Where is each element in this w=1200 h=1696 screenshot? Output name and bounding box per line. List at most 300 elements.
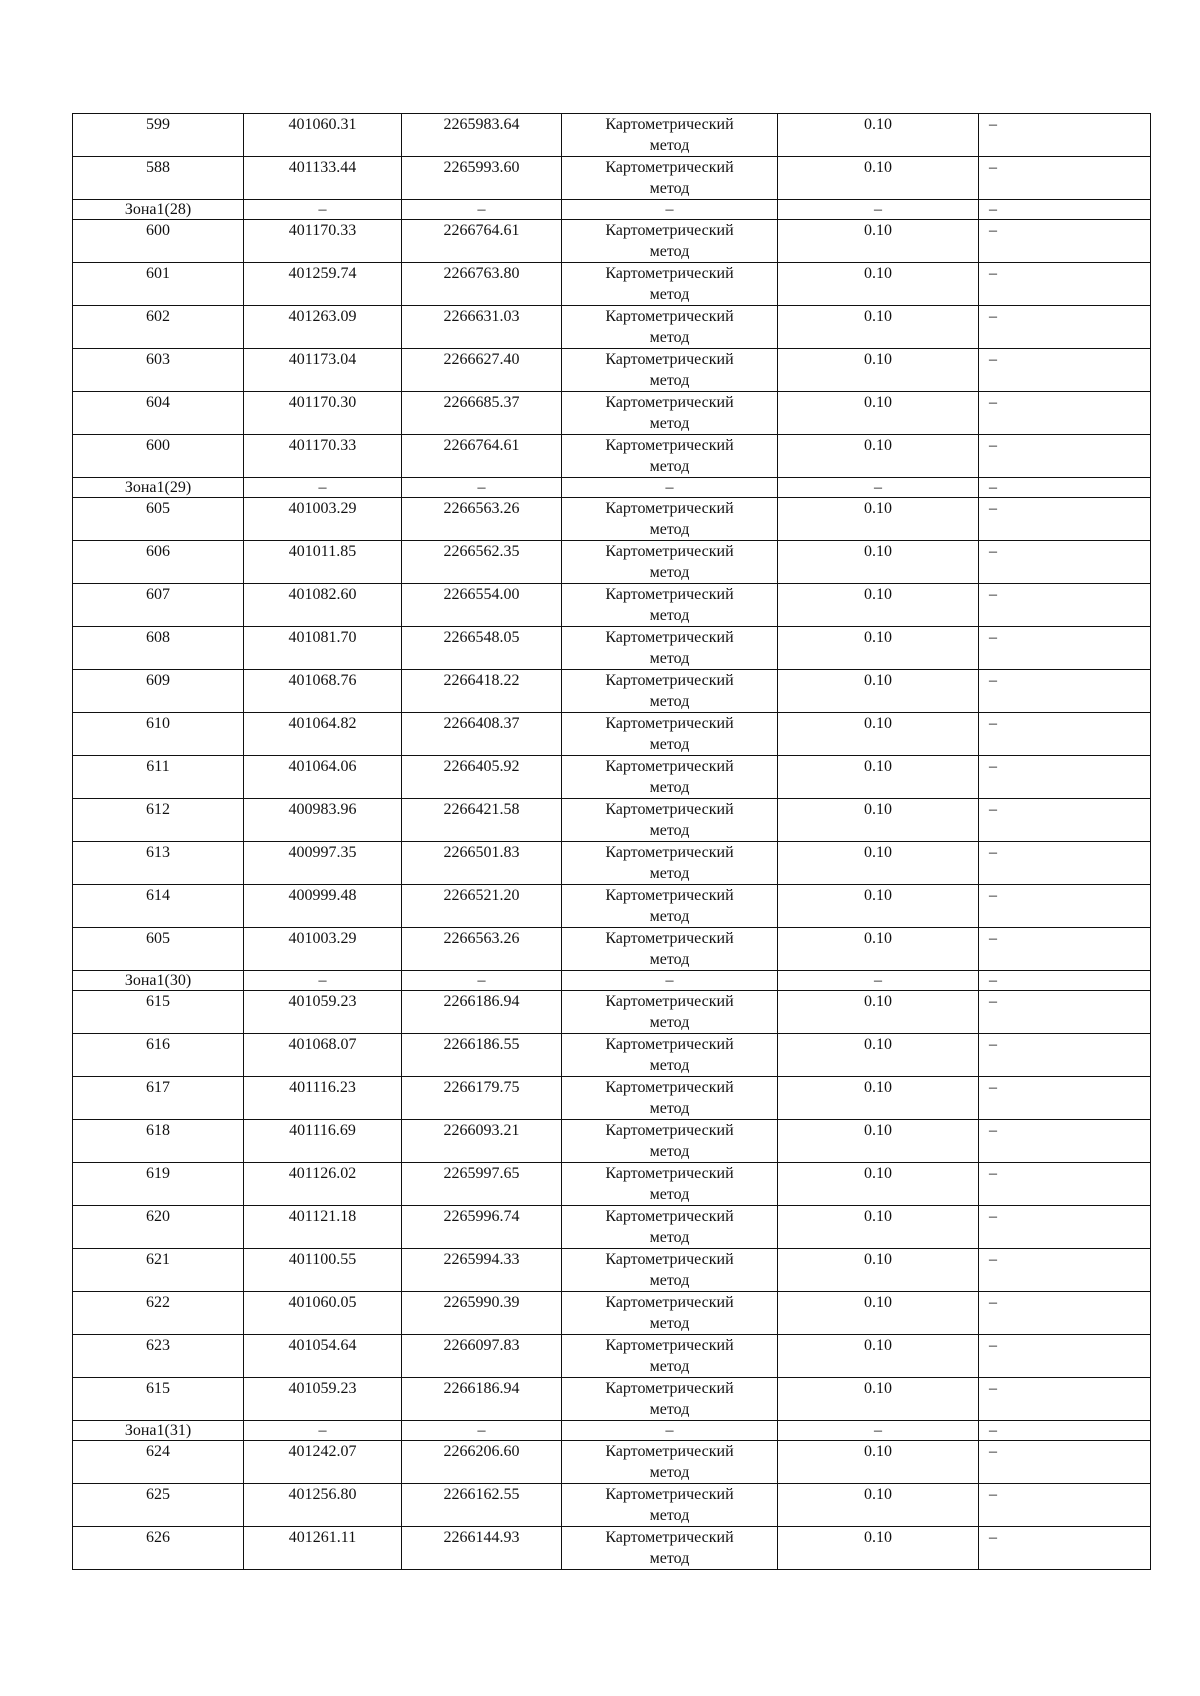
method-cell xyxy=(562,1378,778,1421)
x-coordinate-cell: 401259.74 xyxy=(244,263,402,306)
point-id-cell: 602 xyxy=(73,306,244,349)
x-coordinate-cell: 401060.31 xyxy=(244,114,402,157)
coordinates-table-body xyxy=(73,114,1151,1570)
y-coordinate-cell: 2266563.26 xyxy=(402,928,562,971)
point-id-cell: 619 xyxy=(73,1163,244,1206)
method-cell xyxy=(562,114,778,157)
point-id-cell: 610 xyxy=(73,713,244,756)
table-row xyxy=(73,756,1151,799)
x-coordinate-cell: 401242.07 xyxy=(244,1441,402,1484)
method-text: метод xyxy=(649,458,690,475)
accuracy-cell: – xyxy=(778,1421,979,1441)
table-row xyxy=(73,991,1151,1034)
note-cell: – xyxy=(979,1527,1151,1570)
method-text: метод xyxy=(649,1464,690,1481)
note-cell: – xyxy=(979,971,1151,991)
y-coordinate-cell: 2265990.39 xyxy=(402,1292,562,1335)
accuracy-cell: 0.10 xyxy=(778,1484,979,1527)
accuracy-cell: 0.10 xyxy=(778,1163,979,1206)
method-text: метод xyxy=(649,1550,690,1567)
method-text: Картометрический xyxy=(605,844,734,861)
accuracy-cell: 0.10 xyxy=(778,1335,979,1378)
y-coordinate-cell: 2266548.05 xyxy=(402,627,562,670)
method-cell xyxy=(562,306,778,349)
note-cell: – xyxy=(979,200,1151,220)
method-text: Картометрический xyxy=(605,222,734,239)
point-id-cell: 588 xyxy=(73,157,244,200)
method-cell xyxy=(562,1163,778,1206)
accuracy-cell: 0.10 xyxy=(778,541,979,584)
x-coordinate-cell: 401170.33 xyxy=(244,220,402,263)
table-row xyxy=(73,627,1151,670)
method-text: Картометрический xyxy=(605,758,734,775)
method-text: Картометрический xyxy=(605,1294,734,1311)
note-cell: – xyxy=(979,584,1151,627)
y-coordinate-cell: 2266421.58 xyxy=(402,799,562,842)
table-row xyxy=(73,1378,1151,1421)
method-text: Картометрический xyxy=(605,159,734,176)
table-row xyxy=(73,1484,1151,1527)
method-cell xyxy=(562,1034,778,1077)
method-cell xyxy=(562,885,778,928)
x-coordinate-cell: 401068.76 xyxy=(244,670,402,713)
method-cell xyxy=(562,627,778,670)
method-cell xyxy=(562,1484,778,1527)
point-id-cell: 622 xyxy=(73,1292,244,1335)
method-cell xyxy=(562,1077,778,1120)
point-id-cell: Зона1(30) xyxy=(73,971,244,991)
method-cell xyxy=(562,756,778,799)
point-id-cell: 626 xyxy=(73,1527,244,1570)
method-text: метод xyxy=(649,650,690,667)
note-cell: – xyxy=(979,1034,1151,1077)
table-row xyxy=(73,220,1151,263)
zone-header-row xyxy=(73,971,1151,991)
x-coordinate-cell: 400983.96 xyxy=(244,799,402,842)
accuracy-cell: 0.10 xyxy=(778,1249,979,1292)
accuracy-cell: 0.10 xyxy=(778,756,979,799)
y-coordinate-cell: 2266206.60 xyxy=(402,1441,562,1484)
method-cell xyxy=(562,1441,778,1484)
method-text: – xyxy=(665,201,674,218)
x-coordinate-cell: 401121.18 xyxy=(244,1206,402,1249)
y-coordinate-cell: 2266554.00 xyxy=(402,584,562,627)
method-cell xyxy=(562,971,778,991)
x-coordinate-cell: 401003.29 xyxy=(244,928,402,971)
method-text: метод xyxy=(649,1100,690,1117)
note-cell: – xyxy=(979,1120,1151,1163)
table-row xyxy=(73,263,1151,306)
zone-header-row xyxy=(73,1421,1151,1441)
table-row xyxy=(73,392,1151,435)
x-coordinate-cell: – xyxy=(244,1421,402,1441)
point-id-cell: 600 xyxy=(73,220,244,263)
x-coordinate-cell: 401256.80 xyxy=(244,1484,402,1527)
y-coordinate-cell: 2266418.22 xyxy=(402,670,562,713)
note-cell: – xyxy=(979,1249,1151,1292)
accuracy-cell: 0.10 xyxy=(778,1120,979,1163)
method-cell xyxy=(562,220,778,263)
accuracy-cell: 0.10 xyxy=(778,885,979,928)
x-coordinate-cell: 401116.69 xyxy=(244,1120,402,1163)
method-cell xyxy=(562,842,778,885)
note-cell: – xyxy=(979,1335,1151,1378)
accuracy-cell: 0.10 xyxy=(778,713,979,756)
table-row xyxy=(73,1120,1151,1163)
coordinates-table xyxy=(72,113,1151,1570)
method-text: Картометрический xyxy=(605,437,734,454)
method-text: Картометрический xyxy=(605,308,734,325)
method-cell xyxy=(562,713,778,756)
method-cell xyxy=(562,584,778,627)
method-text: Картометрический xyxy=(605,1165,734,1182)
x-coordinate-cell: – xyxy=(244,200,402,220)
method-text: Картометрический xyxy=(605,351,734,368)
note-cell: – xyxy=(979,1441,1151,1484)
note-cell: – xyxy=(979,713,1151,756)
method-text: Картометрический xyxy=(605,715,734,732)
y-coordinate-cell: 2266179.75 xyxy=(402,1077,562,1120)
table-row xyxy=(73,435,1151,478)
method-text: – xyxy=(665,972,674,989)
method-cell xyxy=(562,263,778,306)
note-cell: – xyxy=(979,541,1151,584)
accuracy-cell: 0.10 xyxy=(778,1034,979,1077)
point-id-cell: 614 xyxy=(73,885,244,928)
point-id-cell: 608 xyxy=(73,627,244,670)
accuracy-cell: 0.10 xyxy=(778,670,979,713)
method-cell xyxy=(562,991,778,1034)
point-id-cell: 600 xyxy=(73,435,244,478)
y-coordinate-cell: 2266144.93 xyxy=(402,1527,562,1570)
method-cell xyxy=(562,928,778,971)
method-text: – xyxy=(665,479,674,496)
point-id-cell: 603 xyxy=(73,349,244,392)
method-text: Картометрический xyxy=(605,1380,734,1397)
method-text: метод xyxy=(649,1315,690,1332)
method-text: метод xyxy=(649,779,690,796)
x-coordinate-cell: 401054.64 xyxy=(244,1335,402,1378)
method-text: метод xyxy=(649,951,690,968)
method-cell xyxy=(562,1421,778,1441)
point-id-cell: 606 xyxy=(73,541,244,584)
method-text: метод xyxy=(649,1186,690,1203)
accuracy-cell: 0.10 xyxy=(778,991,979,1034)
point-id-cell: 605 xyxy=(73,928,244,971)
accuracy-cell: 0.10 xyxy=(778,263,979,306)
note-cell: – xyxy=(979,627,1151,670)
y-coordinate-cell: 2266093.21 xyxy=(402,1120,562,1163)
method-text: Картометрический xyxy=(605,672,734,689)
table-row xyxy=(73,928,1151,971)
x-coordinate-cell: 401100.55 xyxy=(244,1249,402,1292)
method-text: Картометрический xyxy=(605,1036,734,1053)
y-coordinate-cell: 2266627.40 xyxy=(402,349,562,392)
accuracy-cell: 0.10 xyxy=(778,114,979,157)
method-text: метод xyxy=(649,415,690,432)
method-cell xyxy=(562,478,778,498)
accuracy-cell: 0.10 xyxy=(778,928,979,971)
method-cell xyxy=(562,1292,778,1335)
y-coordinate-cell: 2266186.94 xyxy=(402,1378,562,1421)
table-row xyxy=(73,713,1151,756)
method-text: Картометрический xyxy=(605,1486,734,1503)
accuracy-cell: 0.10 xyxy=(778,584,979,627)
x-coordinate-cell: 400999.48 xyxy=(244,885,402,928)
point-id-cell: Зона1(29) xyxy=(73,478,244,498)
accuracy-cell: 0.10 xyxy=(778,842,979,885)
method-text: метод xyxy=(649,564,690,581)
y-coordinate-cell: – xyxy=(402,1421,562,1441)
x-coordinate-cell: 401060.05 xyxy=(244,1292,402,1335)
point-id-cell: 624 xyxy=(73,1441,244,1484)
accuracy-cell: 0.10 xyxy=(778,1378,979,1421)
accuracy-cell: 0.10 xyxy=(778,498,979,541)
y-coordinate-cell: 2265996.74 xyxy=(402,1206,562,1249)
accuracy-cell: 0.10 xyxy=(778,799,979,842)
table-row xyxy=(73,498,1151,541)
accuracy-cell: 0.10 xyxy=(778,220,979,263)
x-coordinate-cell: 401068.07 xyxy=(244,1034,402,1077)
accuracy-cell: 0.10 xyxy=(778,157,979,200)
method-text: Картометрический xyxy=(605,1251,734,1268)
note-cell: – xyxy=(979,1378,1151,1421)
accuracy-cell: 0.10 xyxy=(778,306,979,349)
method-text: метод xyxy=(649,137,690,154)
y-coordinate-cell: 2266764.61 xyxy=(402,220,562,263)
method-text: Картометрический xyxy=(605,1208,734,1225)
method-text: метод xyxy=(649,693,690,710)
table-row xyxy=(73,1249,1151,1292)
y-coordinate-cell: 2265994.33 xyxy=(402,1249,562,1292)
y-coordinate-cell: 2266764.61 xyxy=(402,435,562,478)
method-cell xyxy=(562,1249,778,1292)
method-text: Картометрический xyxy=(605,116,734,133)
x-coordinate-cell: 401003.29 xyxy=(244,498,402,541)
method-text: метод xyxy=(649,329,690,346)
accuracy-cell: 0.10 xyxy=(778,627,979,670)
point-id-cell: 612 xyxy=(73,799,244,842)
point-id-cell: 611 xyxy=(73,756,244,799)
method-cell xyxy=(562,392,778,435)
point-id-cell: 621 xyxy=(73,1249,244,1292)
note-cell: – xyxy=(979,1421,1151,1441)
note-cell: – xyxy=(979,1077,1151,1120)
method-text: Картометрический xyxy=(605,801,734,818)
method-cell xyxy=(562,670,778,713)
method-cell xyxy=(562,349,778,392)
note-cell: – xyxy=(979,1292,1151,1335)
y-coordinate-cell: 2266408.37 xyxy=(402,713,562,756)
x-coordinate-cell: 401261.11 xyxy=(244,1527,402,1570)
x-coordinate-cell: 401116.23 xyxy=(244,1077,402,1120)
method-text: метод xyxy=(649,521,690,538)
point-id-cell: Зона1(28) xyxy=(73,200,244,220)
table-row xyxy=(73,114,1151,157)
note-cell: – xyxy=(979,392,1151,435)
point-id-cell: 615 xyxy=(73,1378,244,1421)
method-text: метод xyxy=(649,1229,690,1246)
x-coordinate-cell: 401059.23 xyxy=(244,1378,402,1421)
x-coordinate-cell: – xyxy=(244,971,402,991)
point-id-cell: 599 xyxy=(73,114,244,157)
table-row xyxy=(73,1034,1151,1077)
method-cell xyxy=(562,799,778,842)
point-id-cell: 605 xyxy=(73,498,244,541)
method-text: – xyxy=(665,1422,674,1439)
method-cell xyxy=(562,1527,778,1570)
method-text: метод xyxy=(649,1143,690,1160)
method-cell xyxy=(562,1120,778,1163)
method-text: метод xyxy=(649,1358,690,1375)
method-text: метод xyxy=(649,908,690,925)
note-cell: – xyxy=(979,928,1151,971)
table-row xyxy=(73,349,1151,392)
point-id-cell: 609 xyxy=(73,670,244,713)
zone-header-row xyxy=(73,478,1151,498)
method-cell xyxy=(562,498,778,541)
y-coordinate-cell: 2266521.20 xyxy=(402,885,562,928)
y-coordinate-cell: 2265983.64 xyxy=(402,114,562,157)
x-coordinate-cell: 401064.06 xyxy=(244,756,402,799)
method-text: метод xyxy=(649,822,690,839)
note-cell: – xyxy=(979,1206,1151,1249)
table-row xyxy=(73,584,1151,627)
accuracy-cell: – xyxy=(778,478,979,498)
x-coordinate-cell: 401133.44 xyxy=(244,157,402,200)
accuracy-cell: 0.10 xyxy=(778,435,979,478)
point-id-cell: 607 xyxy=(73,584,244,627)
y-coordinate-cell: 2265993.60 xyxy=(402,157,562,200)
table-row xyxy=(73,670,1151,713)
table-row xyxy=(73,1335,1151,1378)
x-coordinate-cell: 401059.23 xyxy=(244,991,402,1034)
method-text: метод xyxy=(649,1507,690,1524)
x-coordinate-cell: 401064.82 xyxy=(244,713,402,756)
method-cell xyxy=(562,541,778,584)
y-coordinate-cell: 2266162.55 xyxy=(402,1484,562,1527)
method-text: метод xyxy=(649,1057,690,1074)
method-text: Картометрический xyxy=(605,500,734,517)
y-coordinate-cell: 2266097.83 xyxy=(402,1335,562,1378)
x-coordinate-cell: 401082.60 xyxy=(244,584,402,627)
x-coordinate-cell: 400997.35 xyxy=(244,842,402,885)
y-coordinate-cell: – xyxy=(402,478,562,498)
note-cell: – xyxy=(979,799,1151,842)
method-text: Картометрический xyxy=(605,394,734,411)
method-text: Картометрический xyxy=(605,930,734,947)
y-coordinate-cell: 2266685.37 xyxy=(402,392,562,435)
accuracy-cell: 0.10 xyxy=(778,1527,979,1570)
method-text: Картометрический xyxy=(605,1079,734,1096)
zone-header-row xyxy=(73,200,1151,220)
method-text: Картометрический xyxy=(605,1122,734,1139)
table-row xyxy=(73,1077,1151,1120)
table-row xyxy=(73,885,1151,928)
note-cell: – xyxy=(979,478,1151,498)
method-text: метод xyxy=(649,1401,690,1418)
table-row xyxy=(73,1163,1151,1206)
table-row xyxy=(73,842,1151,885)
y-coordinate-cell: 2266562.35 xyxy=(402,541,562,584)
table-row xyxy=(73,306,1151,349)
point-id-cell: 601 xyxy=(73,263,244,306)
method-text: Картометрический xyxy=(605,629,734,646)
x-coordinate-cell: 401170.30 xyxy=(244,392,402,435)
table-row xyxy=(73,157,1151,200)
y-coordinate-cell: 2266405.92 xyxy=(402,756,562,799)
method-text: Картометрический xyxy=(605,993,734,1010)
point-id-cell: 617 xyxy=(73,1077,244,1120)
table-row xyxy=(73,799,1151,842)
method-text: метод xyxy=(649,607,690,624)
note-cell: – xyxy=(979,349,1151,392)
note-cell: – xyxy=(979,885,1151,928)
table-row xyxy=(73,1527,1151,1570)
note-cell: – xyxy=(979,756,1151,799)
method-text: метод xyxy=(649,180,690,197)
table-row xyxy=(73,1441,1151,1484)
y-coordinate-cell: 2266186.94 xyxy=(402,991,562,1034)
x-coordinate-cell: 401126.02 xyxy=(244,1163,402,1206)
method-text: метод xyxy=(649,1014,690,1031)
table-row xyxy=(73,1206,1151,1249)
y-coordinate-cell: 2266631.03 xyxy=(402,306,562,349)
method-text: Картометрический xyxy=(605,1443,734,1460)
point-id-cell: 618 xyxy=(73,1120,244,1163)
method-text: Картометрический xyxy=(605,265,734,282)
point-id-cell: 623 xyxy=(73,1335,244,1378)
method-cell xyxy=(562,1335,778,1378)
table-row xyxy=(73,541,1151,584)
note-cell: – xyxy=(979,263,1151,306)
note-cell: – xyxy=(979,114,1151,157)
x-coordinate-cell: 401263.09 xyxy=(244,306,402,349)
method-text: метод xyxy=(649,372,690,389)
point-id-cell: 616 xyxy=(73,1034,244,1077)
note-cell: – xyxy=(979,435,1151,478)
method-text: Картометрический xyxy=(605,887,734,904)
note-cell: – xyxy=(979,1484,1151,1527)
method-text: Картометрический xyxy=(605,1529,734,1546)
y-coordinate-cell: 2265997.65 xyxy=(402,1163,562,1206)
method-cell xyxy=(562,157,778,200)
x-coordinate-cell: 401170.33 xyxy=(244,435,402,478)
point-id-cell: 615 xyxy=(73,991,244,1034)
method-cell xyxy=(562,200,778,220)
accuracy-cell: 0.10 xyxy=(778,1441,979,1484)
point-id-cell: 620 xyxy=(73,1206,244,1249)
x-coordinate-cell: – xyxy=(244,478,402,498)
point-id-cell: 604 xyxy=(73,392,244,435)
method-cell xyxy=(562,1206,778,1249)
note-cell: – xyxy=(979,498,1151,541)
method-text: Картометрический xyxy=(605,1337,734,1354)
accuracy-cell: 0.10 xyxy=(778,1292,979,1335)
method-text: метод xyxy=(649,736,690,753)
accuracy-cell: – xyxy=(778,971,979,991)
y-coordinate-cell: – xyxy=(402,971,562,991)
point-id-cell: 613 xyxy=(73,842,244,885)
note-cell: – xyxy=(979,220,1151,263)
note-cell: – xyxy=(979,1163,1151,1206)
note-cell: – xyxy=(979,670,1151,713)
method-text: метод xyxy=(649,286,690,303)
accuracy-cell: 0.10 xyxy=(778,1206,979,1249)
accuracy-cell: 0.10 xyxy=(778,1077,979,1120)
table-row xyxy=(73,1292,1151,1335)
x-coordinate-cell: 401173.04 xyxy=(244,349,402,392)
